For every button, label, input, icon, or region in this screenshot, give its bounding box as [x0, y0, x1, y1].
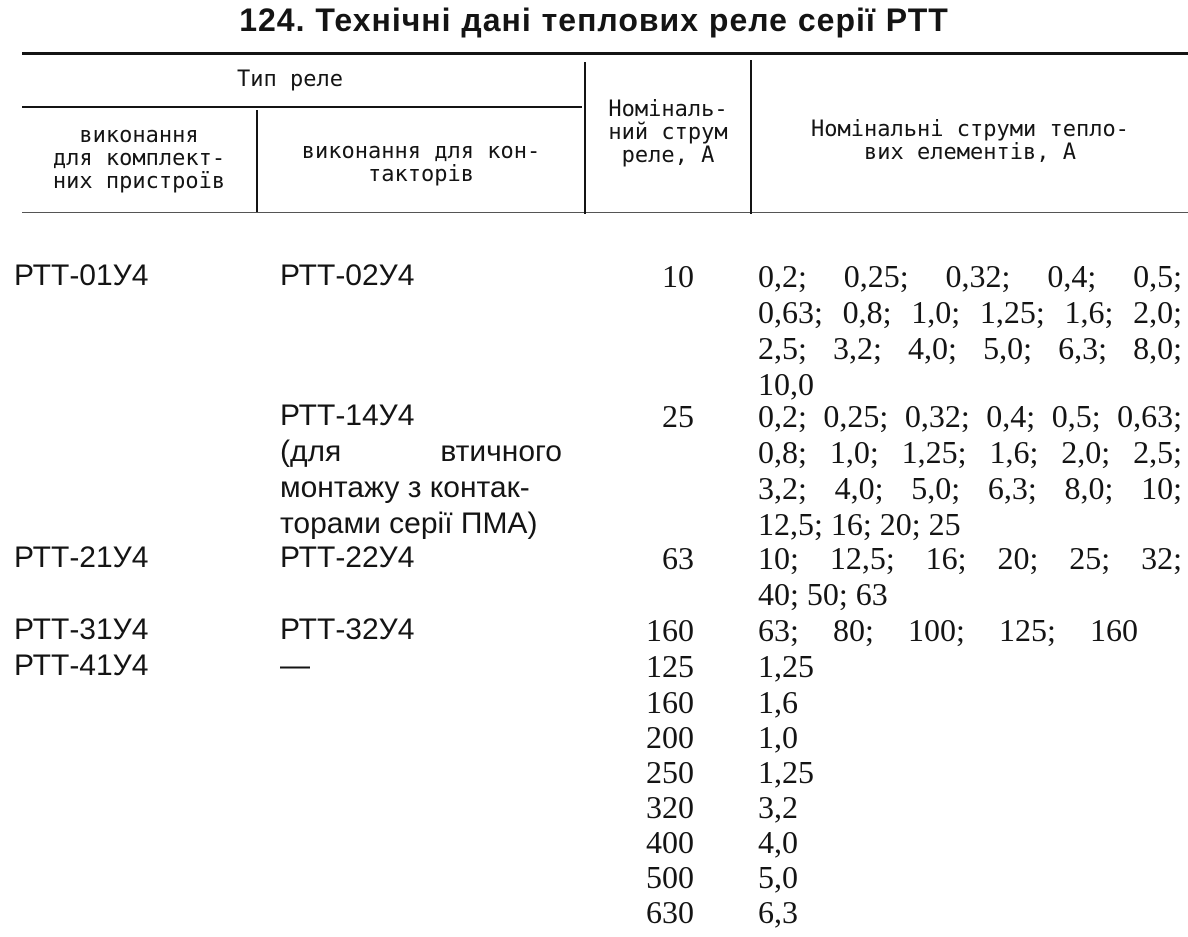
table-row-complete: РТТ-21У4 [14, 541, 149, 574]
table-title: 124. Технічні дані теплових реле серії РТТ [239, 2, 949, 38]
header-vertical-1 [256, 110, 258, 212]
table-row-elements: 6,3 [758, 894, 798, 930]
table-row-elements: 0,2; 0,25; 0,32; 0,4; 0,5; 0,63; 0,8; 1,0; 1,25; 1,6; 2,0; 2,5; 3,2; 4,0; 5,0; 6,3; 8,0; 10; 12,5; 16; 20; 25 [758, 398, 1182, 542]
table-row-elements: 10; 12,5; 16; 20; 25; 32; 40; 50; 63 [758, 540, 1182, 612]
header-rated-current: Номіналь- ний струм реле, А [608, 97, 728, 168]
top-rule [22, 52, 1188, 55]
header-relay-type: Тип реле [237, 67, 343, 92]
table-row-current: 160 [646, 684, 694, 720]
table-row-contactor: РТТ-22У4 [280, 541, 415, 574]
table-row-current: 630 [646, 894, 694, 930]
table-row-elements: 3,2 [758, 789, 798, 825]
table-row-current: 63 [662, 540, 694, 576]
table-row-current: 250 [646, 754, 694, 790]
table-row-complete: РТТ-01У4 [14, 259, 149, 292]
table-row-elements: 1,6 [758, 684, 798, 720]
table-row-complete: РТТ-31У4 [14, 613, 149, 646]
table-row-elements: 1,25 [758, 754, 814, 790]
header-element-currents: Номінальні струми тепло- вих елементів, А [811, 117, 1129, 165]
table-row-current: 200 [646, 719, 694, 755]
table-row-complete: РТТ-41У4 [14, 649, 149, 682]
header-bottom-rule [22, 212, 1188, 213]
table-row-contactor: РТТ-14У4 (для втичного монтажу з контак- торами серії ПМА) [280, 399, 562, 540]
table-row-elements: 0,2; 0,25; 0,32; 0,4; 0,5; 0,63; 0,8; 1,0; 1,25; 1,6; 2,0; 2,5; 3,2; 4,0; 5,0; 6,3; 8,0; 10,0 [758, 258, 1182, 402]
header-complete-devices: виконання для комплект- них пристроїв [52, 123, 226, 194]
table-row-elements: 1,0 [758, 719, 798, 755]
table-row-contactor: — [280, 649, 310, 682]
table-row-contactor: РТТ-02У4 [280, 259, 415, 292]
table-row-current: 400 [646, 824, 694, 860]
table-row-current: 320 [646, 789, 694, 825]
table-row-current: 25 [662, 398, 694, 434]
type-subheader-rule [22, 106, 582, 108]
table-row-current: 500 [646, 859, 694, 895]
table-row-current: 125 [646, 648, 694, 684]
table-row-current: 160 [646, 612, 694, 648]
table-row-contactor: РТТ-32У4 [280, 613, 415, 646]
table-row-elements: 1,25 [758, 648, 814, 684]
table-row-elements: 5,0 [758, 859, 798, 895]
table-row-elements: 4,0 [758, 824, 798, 860]
table-row-elements: 63; 80; 100; 125; 160 [758, 612, 1138, 648]
header-contactors: виконання для кон- такторів [301, 139, 541, 187]
table-row-current: 10 [662, 258, 694, 294]
